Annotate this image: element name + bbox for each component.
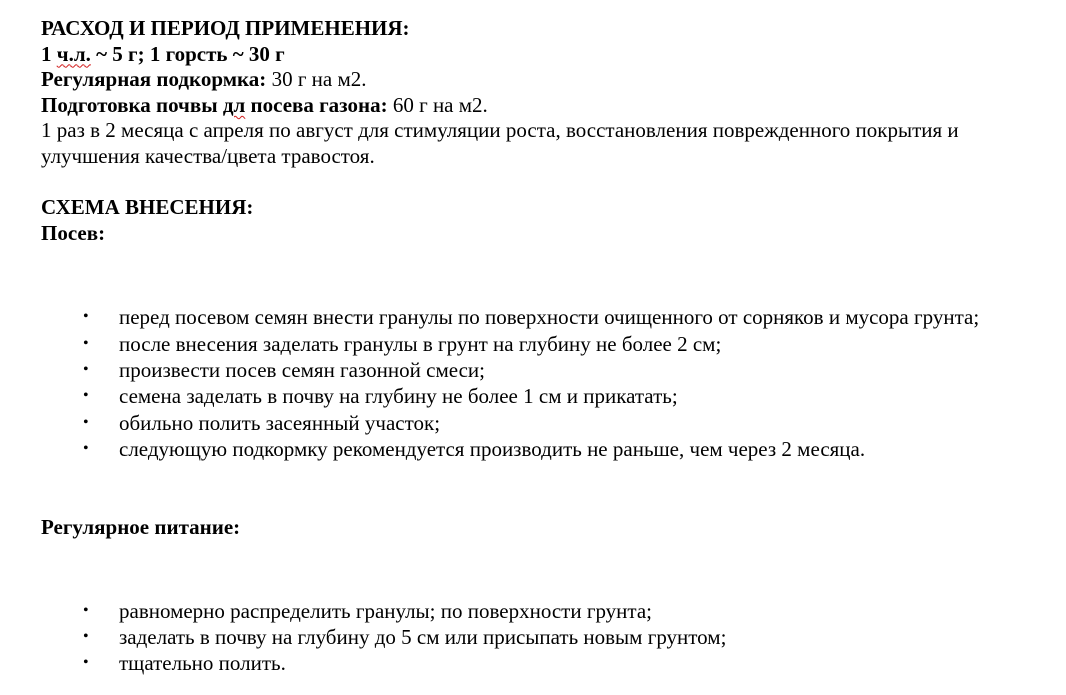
list-item xyxy=(41,304,1051,330)
dose-part2: ~ 5 г; 1 горсть ~ 30 г xyxy=(90,41,285,66)
list-item-text: тщательно полить. xyxy=(119,651,286,676)
regular-feeding-label: Регулярная подкормка: xyxy=(41,67,267,92)
sowing-title-text: Посев: xyxy=(41,220,106,245)
soil-prep-part2: посева газона: xyxy=(245,92,388,117)
list-item-text: равномерно распределить гранулы; по поверхности грунта; xyxy=(119,598,652,623)
heading-text: РАСХОД И ПЕРИОД ПРИМЕНЕНИЯ: xyxy=(41,16,410,40)
spacer xyxy=(41,541,1051,598)
soil-prep-part1: Подготовка почвы xyxy=(41,92,223,117)
soil-prep-value: 60 г на м2. xyxy=(387,92,488,117)
list-item xyxy=(41,598,1051,624)
list-item-text: обильно полить засеянный участок; xyxy=(119,410,441,435)
dose-line xyxy=(41,42,1051,68)
list-item xyxy=(41,436,1051,462)
regular-feeding-value: 30 г на м2. xyxy=(266,67,367,92)
list-item-text: после внесения заделать гранулы в грунт на глубину не более 2 см; xyxy=(119,331,722,356)
regular-steps-list xyxy=(41,598,1051,677)
bullet-icon: • xyxy=(83,334,89,352)
list-item-text: заделать в почву на глубину до 5 см или присыпать новым грунтом; xyxy=(119,625,727,650)
spacer xyxy=(41,462,1051,515)
bullet-icon: • xyxy=(83,439,89,457)
regular-feeding-line xyxy=(41,67,1051,93)
scheme-heading-text: СХЕМА ВНЕСЕНИЯ: xyxy=(41,195,254,220)
bullet-icon: • xyxy=(83,308,89,326)
soil-prep-label xyxy=(41,93,388,117)
bullet-icon: • xyxy=(83,360,89,378)
list-item-text: семена заделать в почву на глубину не более 1 см и прикатать; xyxy=(119,384,678,409)
bullet-icon: • xyxy=(83,387,89,405)
sowing-steps-list xyxy=(41,304,1051,462)
dose-misspelled: ч.л. xyxy=(56,41,91,66)
dose-text xyxy=(41,42,285,66)
regular-nutrition-title xyxy=(41,515,1051,541)
soil-prep-line xyxy=(41,93,1051,119)
list-item xyxy=(41,357,1051,383)
regular-nutrition-title-text: Регулярное питание: xyxy=(41,515,241,540)
list-item-text: следующую подкормку рекомендуется производить не раньше, чем через 2 месяца. xyxy=(119,436,866,461)
bullet-icon: • xyxy=(83,654,89,672)
list-item xyxy=(41,624,1051,650)
section-heading-consumption xyxy=(41,16,1051,42)
period-paragraph: 1 раз в 2 месяца с апреля по август для стимуляции роста, восстановления поврежденного покрытия и улучшения качества/цвета травостоя. xyxy=(41,118,959,168)
list-item xyxy=(41,383,1051,409)
sowing-title xyxy=(41,221,1051,247)
spacer xyxy=(41,246,1051,304)
soil-prep-misspelled: дл xyxy=(222,92,246,117)
document-page xyxy=(41,16,1051,677)
bullet-icon: • xyxy=(83,628,89,646)
list-item xyxy=(41,331,1051,357)
list-item-text: перед посевом семян внести гранулы по поверхности очищенного от сорняков и мусора грунта; xyxy=(119,305,980,330)
bullet-icon: • xyxy=(83,601,89,619)
bullet-icon: • xyxy=(83,413,89,431)
spacer xyxy=(41,170,1051,196)
list-item xyxy=(41,410,1051,436)
list-item-text: произвести посев семян газонной смеси; xyxy=(119,357,485,382)
section-heading-scheme xyxy=(41,195,1051,221)
dose-part1: 1 xyxy=(41,41,57,66)
list-item xyxy=(41,650,1051,676)
